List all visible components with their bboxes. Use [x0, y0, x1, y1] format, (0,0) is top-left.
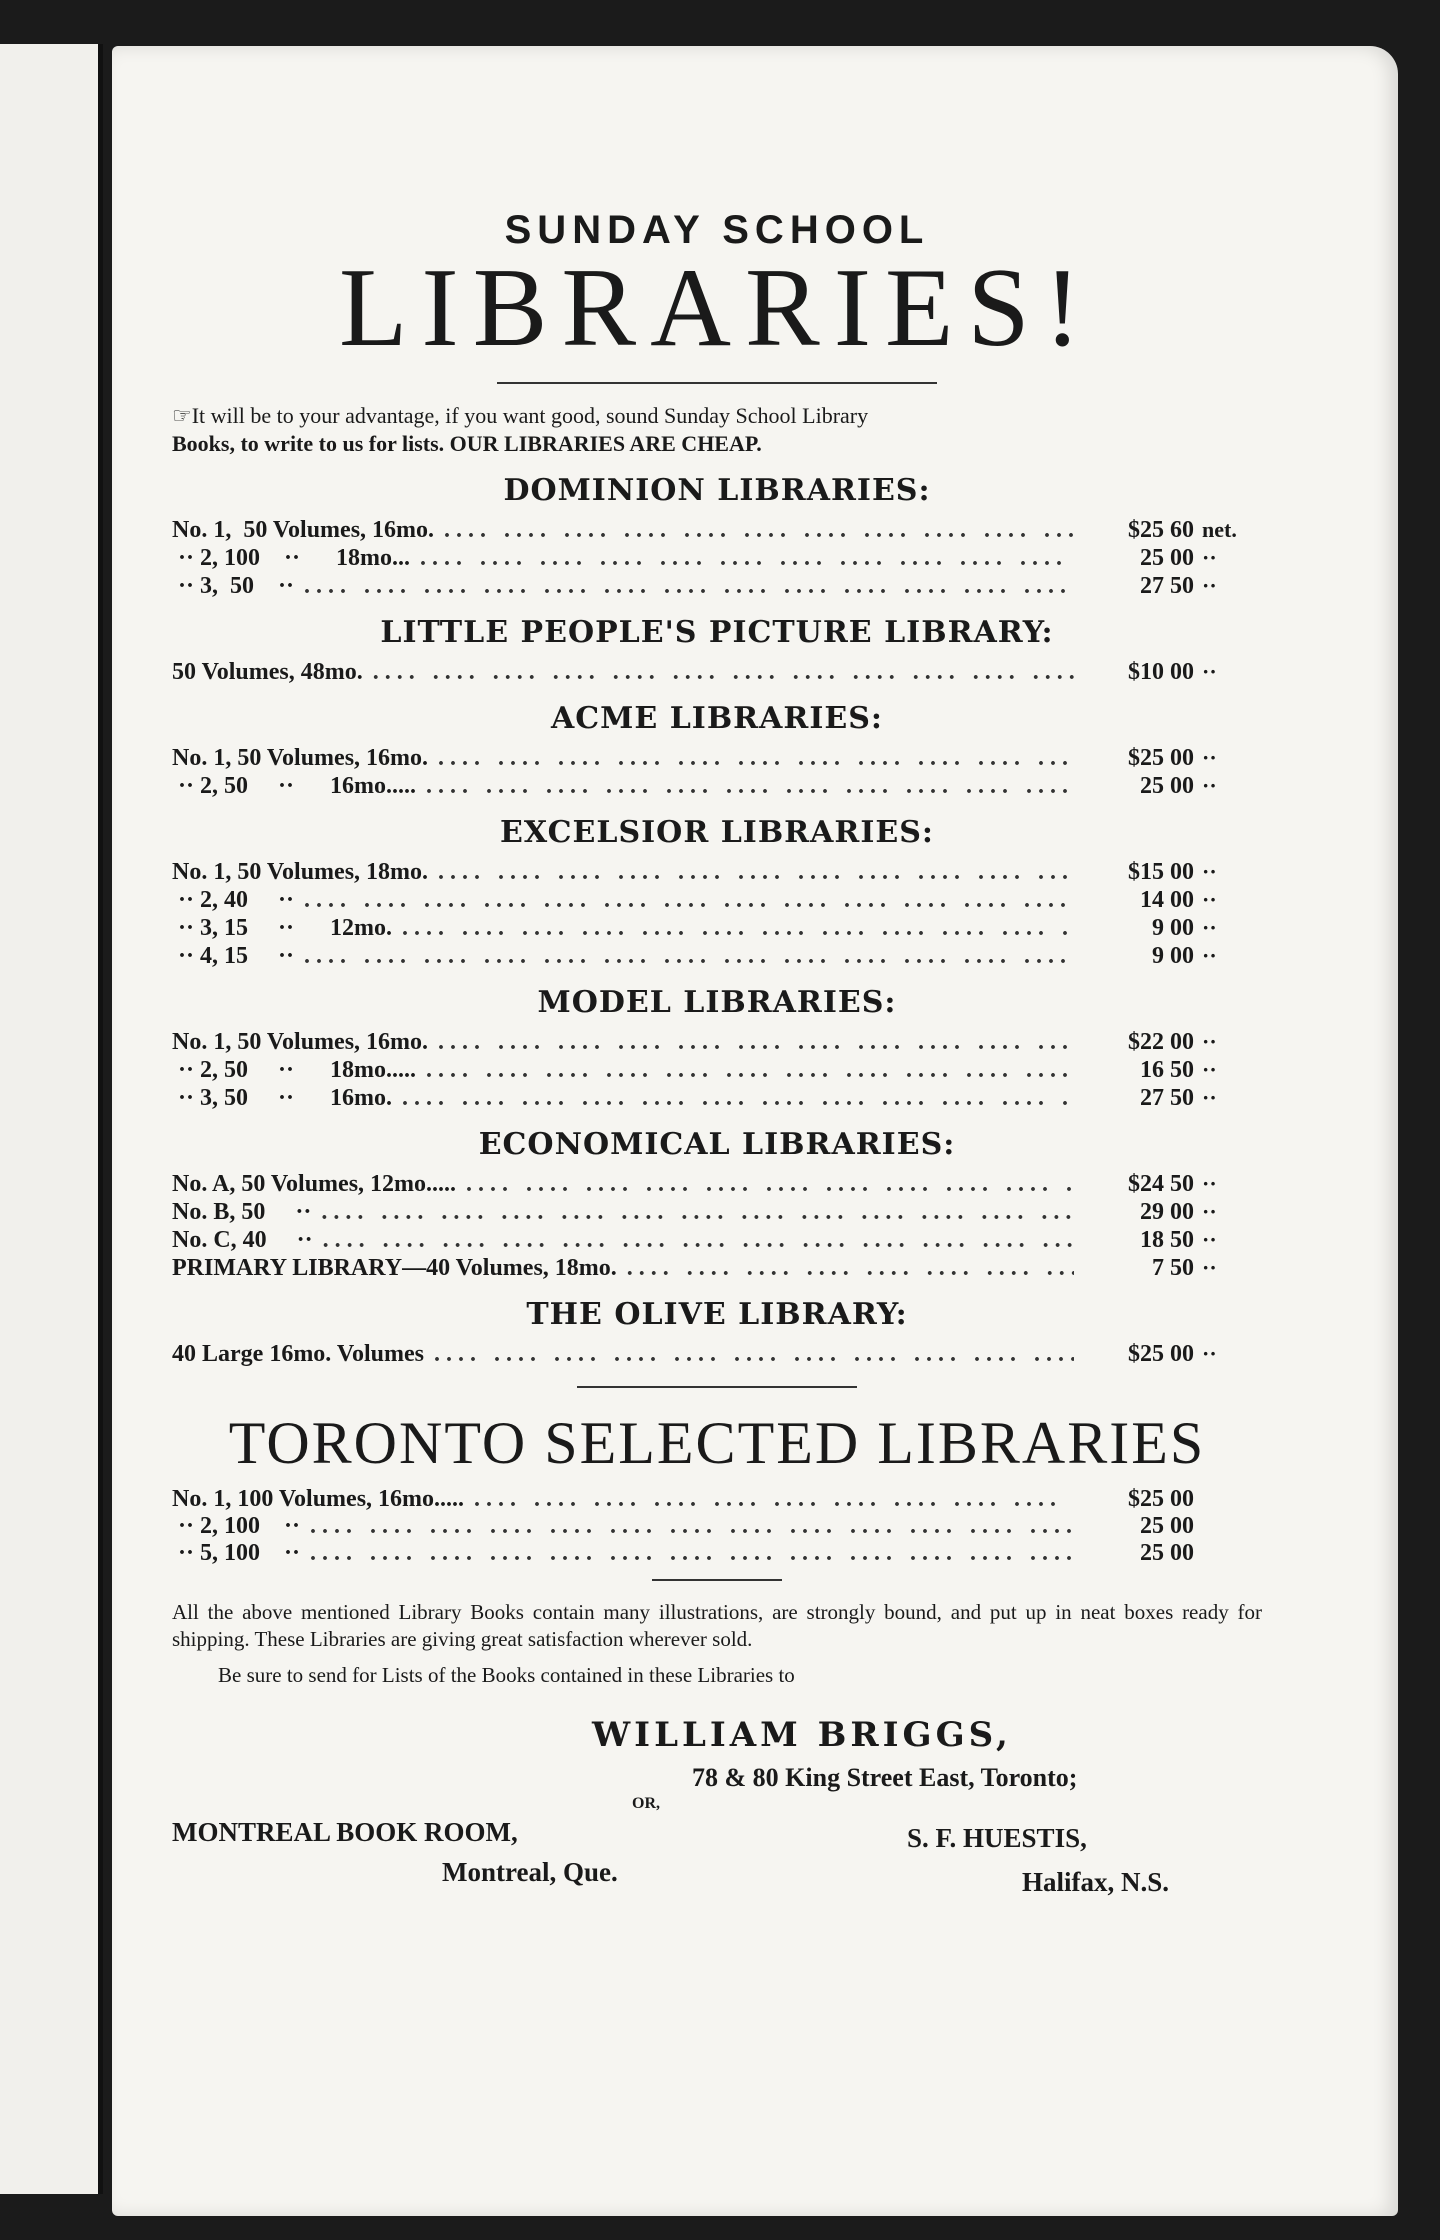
item-price: 18 50 — [1140, 1227, 1194, 1253]
dot-leader — [310, 1513, 1074, 1540]
price-row — [172, 1254, 1262, 1282]
price-suffix: ·· — [1202, 773, 1217, 798]
price-suffix: ·· — [1202, 859, 1217, 884]
price-suffix: ·· — [1202, 887, 1217, 912]
dot-leader — [304, 573, 1074, 600]
item-price: $15 00 — [1128, 859, 1194, 885]
price-row — [172, 572, 1262, 600]
price-row — [172, 858, 1262, 886]
item-price: 7 50 — [1152, 1255, 1194, 1281]
item-description: ·· 2, 50 ·· 16mo..... — [172, 773, 417, 799]
item-price: $25 00 — [1128, 745, 1194, 771]
price-row — [172, 544, 1262, 572]
section-title: DOMINION LIBRARIES: — [503, 473, 931, 508]
price-row — [172, 1226, 1262, 1254]
price-row — [172, 942, 1262, 970]
price-suffix: ·· — [1202, 1341, 1217, 1366]
item-price: 25 00 — [1140, 773, 1194, 799]
price-row — [172, 914, 1262, 942]
price-row — [172, 1084, 1262, 1112]
publisher-name: WILLIAM BRIGGS, — [592, 1715, 1012, 1755]
facing-page-edge — [0, 44, 103, 2194]
price-row — [172, 1170, 1262, 1198]
section-title: ECONOMICAL LIBRARIES: — [478, 1127, 956, 1162]
price-suffix: ·· — [1202, 943, 1217, 968]
dot-leader — [402, 915, 1074, 942]
price-suffix: ·· — [1202, 745, 1217, 770]
huestis-name: S. F. HUESTIS, — [907, 1823, 1087, 1853]
price-row — [172, 1486, 1262, 1513]
dot-leader — [466, 1171, 1074, 1198]
dot-leader — [310, 1540, 1074, 1567]
item-price: 25 00 — [1140, 1540, 1194, 1566]
item-price: 27 50 — [1140, 573, 1194, 599]
price-list — [172, 472, 1262, 1368]
montreal-city: Montreal, Que. — [442, 1857, 618, 1887]
item-price: 9 00 — [1152, 915, 1194, 941]
item-description: No. 1, 50 Volumes, 16mo. — [172, 745, 429, 771]
item-price: 25 00 — [1140, 545, 1194, 571]
halifax-city: Halifax, N.S. — [1022, 1867, 1170, 1897]
notice-rule — [652, 1579, 782, 1581]
price-row — [172, 744, 1262, 772]
dot-leader — [304, 887, 1074, 914]
price-row — [172, 772, 1262, 800]
item-price: $10 00 — [1128, 659, 1194, 685]
section-rule — [577, 1386, 857, 1388]
dot-leader — [373, 659, 1074, 686]
item-price: 27 50 — [1140, 1085, 1194, 1111]
item-description: ·· 4, 15 ·· — [172, 943, 295, 969]
dot-leader — [426, 1057, 1074, 1084]
section-title: MODEL LIBRARIES: — [537, 985, 897, 1020]
dot-leader — [323, 1227, 1074, 1254]
intro-paragraph — [172, 402, 1262, 458]
price-suffix: ·· — [1202, 1057, 1217, 1082]
price-suffix: ·· — [1202, 545, 1217, 570]
dot-leader — [474, 1486, 1074, 1513]
price-row — [172, 1340, 1262, 1368]
item-price: $25 00 — [1128, 1341, 1194, 1367]
item-price: 25 00 — [1140, 1513, 1194, 1539]
price-row — [172, 1028, 1262, 1056]
page-title: LIBRARIES! — [339, 246, 1095, 370]
intro-line-1: ☞It will be to your advantage, if you want good, sound Sunday School Library — [172, 403, 869, 428]
price-suffix: ·· — [1202, 1171, 1217, 1196]
price-row — [172, 658, 1262, 686]
page-content — [172, 206, 1262, 1927]
send-for-lists: Be sure to send for Lists of the Books contained in these Libraries to — [218, 1663, 795, 1687]
dot-leader — [434, 1341, 1074, 1368]
advertisement-page — [112, 46, 1398, 2216]
price-suffix: ·· — [1202, 573, 1217, 598]
header — [172, 206, 1262, 384]
item-description: PRIMARY LIBRARY—40 Volumes, 18mo. — [172, 1255, 617, 1281]
item-price: $25 60 — [1128, 517, 1194, 543]
price-suffix: ·· — [1202, 1085, 1217, 1110]
item-price: 29 00 — [1140, 1199, 1194, 1225]
price-suffix: ·· — [1202, 1227, 1217, 1252]
item-description: ·· 5, 100 ·· — [172, 1540, 301, 1566]
item-description: No. 1, 50 Volumes, 18mo. — [172, 859, 429, 885]
dot-leader — [321, 1199, 1074, 1226]
item-description: No. C, 40 ·· — [172, 1227, 313, 1253]
dot-leader — [438, 1029, 1074, 1056]
price-suffix: ·· — [1202, 1029, 1217, 1054]
price-suffix: ·· — [1202, 659, 1217, 684]
price-row — [172, 1198, 1262, 1226]
dot-leader — [438, 859, 1074, 886]
dot-leader — [627, 1255, 1074, 1282]
price-row — [172, 1513, 1262, 1540]
branch-offices — [172, 1817, 1262, 1927]
section-title: ACME LIBRARIES: — [551, 701, 883, 736]
price-suffix: ·· — [1202, 1199, 1217, 1224]
dot-leader — [402, 1085, 1074, 1112]
item-description: ·· 3, 50 ·· — [172, 573, 295, 599]
price-row — [172, 1056, 1262, 1084]
toronto-price-list — [172, 1486, 1262, 1567]
dot-leader — [438, 745, 1074, 772]
item-price: 9 00 — [1152, 943, 1194, 969]
price-row — [172, 1540, 1262, 1567]
item-price: $22 00 — [1128, 1029, 1194, 1055]
section-title: EXCELSIOR LIBRARIES: — [500, 815, 934, 850]
item-price: 16 50 — [1140, 1057, 1194, 1083]
price-suffix: net. — [1202, 517, 1237, 542]
notice-paragraph: All the above mentioned Library Books contain many illustrations, are strongly bound, and put up in neat boxes ready for shipping. These Libraries are giving great satisfaction wherever sold. — [172, 1600, 1262, 1651]
item-price: $24 50 — [1128, 1171, 1194, 1197]
dot-leader — [444, 517, 1074, 544]
item-description: No. 1, 100 Volumes, 16mo..... — [172, 1486, 465, 1512]
header-kicker: SUNDAY SCHOOL — [504, 208, 930, 252]
price-row — [172, 516, 1262, 544]
title-rule — [497, 382, 937, 384]
item-price: $25 00 — [1128, 1486, 1194, 1512]
dot-leader — [304, 943, 1074, 970]
item-description: ·· 2, 50 ·· 18mo..... — [172, 1057, 417, 1083]
section-title: THE OLIVE LIBRARY: — [526, 1297, 908, 1332]
or-label: OR, — [632, 1795, 660, 1812]
montreal-book-room: MONTREAL BOOK ROOM, — [172, 1817, 518, 1847]
item-description: ·· 2, 100 ·· — [172, 1513, 301, 1539]
item-description: ·· 2, 100 ·· 18mo... — [172, 545, 411, 571]
item-description: No. A, 50 Volumes, 12mo..... — [172, 1171, 457, 1197]
item-description: No. 1, 50 Volumes, 16mo. — [172, 517, 435, 543]
dot-leader — [426, 773, 1074, 800]
dot-leader — [420, 545, 1074, 572]
intro-line-2: Books, to write to us for lists. OUR LIBRARIES ARE CHEAP. — [172, 431, 762, 456]
price-suffix: ·· — [1202, 915, 1217, 940]
section-title: LITTLE PEOPLE'S PICTURE LIBRARY: — [380, 615, 1054, 650]
item-description: No. 1, 50 Volumes, 16mo. — [172, 1029, 429, 1055]
price-suffix: ·· — [1202, 1255, 1217, 1280]
item-description: ·· 3, 15 ·· 12mo. — [172, 915, 393, 941]
item-description: 50 Volumes, 48mo. — [172, 659, 363, 685]
item-description: 40 Large 16mo. Volumes — [172, 1341, 424, 1367]
item-description: ·· 2, 40 ·· — [172, 887, 295, 913]
toronto-title: TORONTO SELECTED LIBRARIES — [228, 1410, 1206, 1476]
price-row — [172, 886, 1262, 914]
item-description: No. B, 50 ·· — [172, 1199, 312, 1225]
publisher-address: 78 & 80 King Street East, Toronto; — [692, 1763, 1078, 1792]
item-price: 14 00 — [1140, 887, 1194, 913]
item-description: ·· 3, 50 ·· 16mo. — [172, 1085, 393, 1111]
